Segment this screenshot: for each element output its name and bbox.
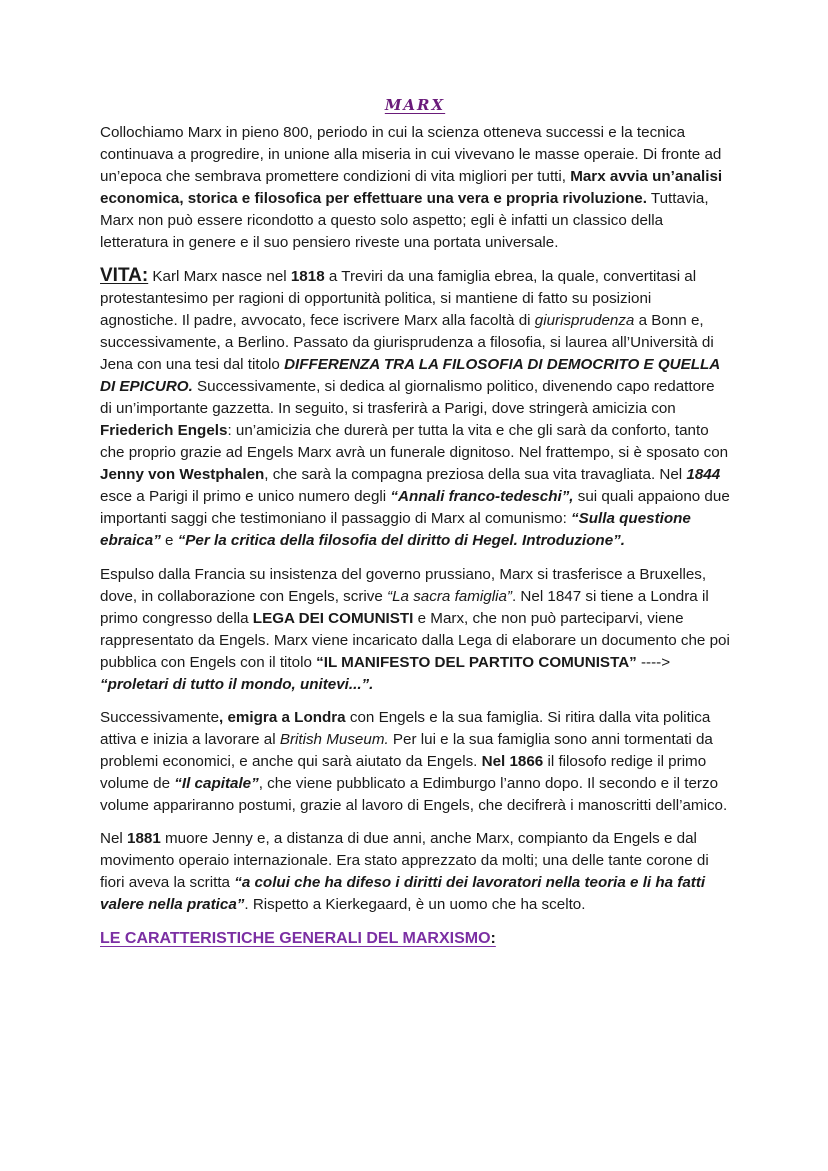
exile-run: “proletari di tutto il mondo, unitevi...”.	[100, 676, 374, 693]
section-heading	[100, 930, 730, 948]
exile-run: . Nel 1847 si tiene a Londra il primo congresso della	[100, 588, 709, 627]
vita-run: “Annali franco-tedeschi”,	[390, 488, 574, 505]
death-run: muore Jenny e, a distanza di due anni, anche Marx, compianto da Engels e dal movimento operaio internazionale. Era stato apprezzato da molti; una delle tante corone di fiori aveva la scritta	[100, 830, 709, 891]
vita-run: e	[160, 532, 178, 549]
london-run: , che viene pubblicato a Edimburgo l’anno dopo. Il secondo e il terzo volume appariranno postumi, grazie al lavoro di Engels, che decifrerà i manoscritti dell’amico.	[100, 775, 728, 814]
vita-run: Jenny von Westphalen	[100, 466, 265, 483]
exile-run: “La sacra famiglia”	[387, 588, 512, 605]
vita-label: VITA:	[100, 265, 149, 286]
vita-run: sui quali appaiono due importanti saggi che testimoniano il passaggio di Marx al comunismo:	[100, 488, 730, 527]
london-run: Successivamente	[100, 709, 220, 726]
vita-run: : un’amicizia che durerà per tutta la vita e che gli sarà da conforto, tanto che proprio grazie ad Engels Marx avrà un funerale dignitoso. Nel frattempo, si è sposato con	[100, 422, 729, 461]
vita-run: Karl Marx nasce nel	[148, 268, 291, 285]
exile-run: e Marx, che non può parteciparvi, viene rappresentato da Engels. Marx viene incaricato dalla Lega di elaborare un documento che poi pubblica con Engels con il titolo	[100, 610, 730, 671]
vita-run: 1818	[290, 268, 325, 285]
exile-run: “IL MANIFESTO DEL PARTITO COMUNISTA”	[316, 654, 637, 671]
death-run: Nel	[100, 830, 128, 847]
exile-run: Espulso dalla Francia su insistenza del governo prussiano, Marx si trasferisce a Bruxelles, dove, in collaborazione con Engels, scrive	[100, 566, 707, 605]
exile-run: LEGA DEI COMUNISTI	[252, 610, 414, 627]
intro-run: Tuttavia, Marx non può essere ricondotto a questo solo aspetto; egli è infatti un classico della letteratura in genere e il suo pensiero riveste una portata universale.	[100, 190, 709, 251]
london-run: British Museum.	[279, 731, 389, 748]
vita-paragraph	[100, 265, 730, 552]
vita-run: a Treviri da una famiglia ebrea, la quale, convertitasi al protestantesimo per ragioni di opportunità politica, si mantiene di fatto su posizioni agnostiche. Il padre, avvocato, fece iscrivere Marx alla facoltà di	[100, 268, 697, 329]
intro-paragraph	[100, 122, 730, 254]
vita-text	[100, 268, 730, 549]
london-run: , emigra a Londra	[219, 709, 346, 726]
vita-run: Successivamente, si dedica al giornalismo politico, divenendo capo redattore di un’importante gazzetta. In seguito, si trasferirà a Parigi, dove stringerà amicizia con	[100, 378, 715, 417]
document-body	[100, 96, 730, 948]
london-run: “Il capitale”	[174, 775, 259, 792]
london-run: Per lui e la sua famiglia sono anni tormentati da problemi economici, e anche qui sarà aiutato da Engels.	[100, 731, 713, 770]
intro-run: Marx avvia un’analisi economica, storica e filosofica per effettuare una vera e propria rivoluzione.	[100, 168, 723, 207]
death-run: . Rispetto a Kierkegaard, è un uomo che ha scelto.	[244, 896, 586, 913]
london-run: il filosofo redige il primo volume de	[100, 753, 707, 792]
london-paragraph	[100, 707, 730, 817]
london-run: Nel 1866	[481, 753, 544, 770]
vita-run: , che sarà la compagna preziosa della sua vita travagliata. Nel	[264, 466, 687, 483]
vita-run: a Bonn e, successivamente, a Berlino. Passato da giurisprudenza a filosofia, si laurea all’Università di Jena con una tesi dal titolo	[100, 312, 714, 373]
intro-run: Collochiamo Marx in pieno 800, periodo in cui la scienza otteneva successi e la tecnica continuava a progredire, in unione alla miseria in cui vivevano le masse operaie. Di fronte ad un’epoca che sembrava promettere condizioni di vita migliori per tutti,	[100, 124, 722, 185]
vita-run: giurisprudenza	[534, 312, 635, 329]
vita-run: esce a Parigi il primo e unico numero degli	[100, 488, 391, 505]
exile-run: ---->	[636, 654, 671, 671]
death-run: 1881	[127, 830, 161, 847]
vita-run: Friederich Engels	[100, 422, 228, 439]
page-title: MARX	[384, 96, 446, 114]
vita-run: 1844	[686, 466, 721, 483]
section-heading-colon: :	[490, 930, 496, 947]
death-paragraph	[100, 828, 730, 916]
vita-run: “Sulla questione ebraica”	[100, 510, 691, 549]
exile-paragraph	[100, 564, 730, 696]
death-run: “a colui che ha difeso i diritti dei lavoratori nella teoria e li ha fatti valere nella pratica”	[100, 874, 706, 913]
vita-run: “Per la critica della filosofia del diritto di Hegel. Introduzione”.	[177, 532, 625, 549]
section-heading-text: LE CARATTERISTICHE GENERALI DEL MARXISMO	[100, 930, 491, 947]
vita-run: DIFFERENZA TRA LA FILOSOFIA DI DEMOCRITO E QUELLA DI EPICURO.	[100, 356, 720, 395]
london-run: con Engels e la sua famiglia. Si ritira dalla vita politica attiva e inizia a lavorare al	[100, 709, 711, 748]
